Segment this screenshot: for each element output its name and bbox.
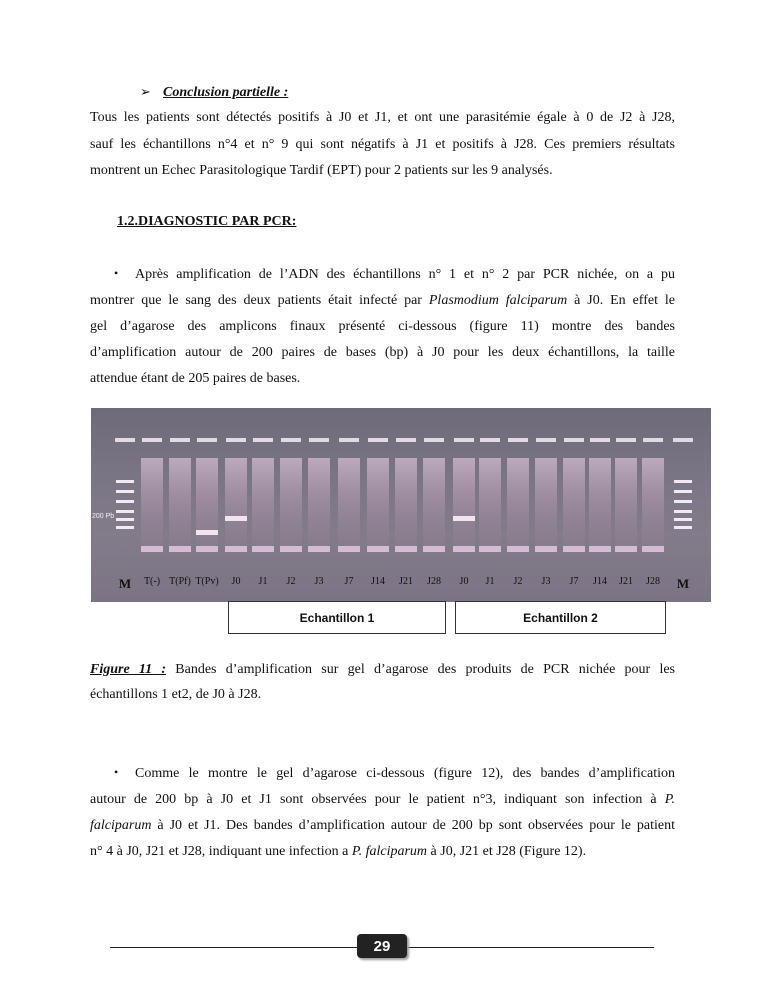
primer-dimer-band: [308, 546, 330, 552]
primer-dimer-band: [642, 546, 664, 552]
conclusion-title: Conclusion partielle :: [163, 85, 289, 100]
primer-dimer-band: [423, 546, 445, 552]
ladder-band: [674, 500, 692, 503]
gel-lane-smear: [395, 458, 417, 553]
gel-well: [226, 438, 246, 442]
ladder-band: [116, 480, 134, 483]
lane-label: T(Pf): [169, 576, 191, 587]
para1-line-5: attendue étant de 205 paires de bases.: [90, 371, 301, 386]
gel-well: [339, 438, 359, 442]
lane-label: J3: [314, 576, 324, 587]
lane-label: J0: [459, 576, 469, 587]
conclusion-line-2: sauf les échantillons n°4 et n° 9 qui sont négatifs à J1 et positifs à J28. Ces premiers résultats: [90, 137, 675, 152]
ladder-band: [674, 490, 692, 493]
primer-dimer-band: [367, 546, 389, 552]
page-number: 29: [357, 934, 407, 958]
ladder-band: [116, 500, 134, 503]
primer-dimer-band: [225, 546, 247, 552]
gel-well: [424, 438, 444, 442]
gel-well: [454, 438, 474, 442]
primer-dimer-band: [338, 546, 360, 552]
amplification-band: [196, 530, 218, 535]
lane-label: J21: [399, 576, 413, 587]
ladder-band: [116, 510, 134, 513]
ladder-band: [674, 480, 692, 483]
para1-line-2: montrer que le sang des deux patients était infecté par Plasmodium falciparum à J0. En effet le: [90, 293, 675, 308]
lane-label: M: [676, 576, 690, 591]
gel-lane-smear: [280, 458, 302, 553]
para2-line-4: n° 4 à J0, J21 et J28, indiquant une infection a P. falciparum à J0, J21 et J28 (Figure 12).: [90, 844, 587, 859]
gel-well: [590, 438, 610, 442]
lane-label: J0: [231, 576, 241, 587]
lane-label: J2: [513, 576, 523, 587]
gel-well: [616, 438, 636, 442]
primer-dimer-band: [252, 546, 274, 552]
primer-dimer-band: [615, 546, 637, 552]
gel-lane-smear: [169, 458, 191, 553]
primer-dimer-band: [169, 546, 191, 552]
ladder-band: [116, 526, 134, 529]
gel-well: [197, 438, 217, 442]
primer-dimer-band: [507, 546, 529, 552]
gel-lane-smear: [507, 458, 529, 553]
ladder-band: [674, 526, 692, 529]
gel-lane-smear: [367, 458, 389, 553]
arrow-bullet-icon: ➢: [140, 84, 151, 99]
bullet-icon: •: [114, 765, 119, 779]
amplification-band: [225, 516, 247, 521]
para1-line-1: Après amplification de l’ADN des échantillons n° 1 et n° 2 par PCR nichée, on a pu: [135, 267, 675, 282]
gel-well: [480, 438, 500, 442]
gel-well: [253, 438, 273, 442]
footer-rule-right: [407, 947, 654, 948]
primer-dimer-band: [563, 546, 585, 552]
lane-label: J1: [258, 576, 268, 587]
sample-1-label: Echantillon 1: [228, 601, 446, 634]
gel-lane-smear: [196, 458, 218, 553]
gel-lane-smear: [589, 458, 611, 553]
gel-lane-smear: [141, 458, 163, 553]
lane-label: J14: [593, 576, 607, 587]
gel-well: [170, 438, 190, 442]
gel-well: [396, 438, 416, 442]
para2-line-2: autour de 200 bp à J0 et J1 sont observées pour le patient n°3, indiquant son infection à P.: [90, 792, 675, 807]
gel-well: [281, 438, 301, 442]
lane-label: J28: [427, 576, 441, 587]
gel-well: [673, 438, 693, 442]
gel-well: [536, 438, 556, 442]
para1-line-4: d’amplification autour de 200 paires de bases (bp) à J0 pour les deux échantillons, la taille: [90, 345, 675, 360]
gel-lane-smear: [615, 458, 637, 553]
lane-label: T(-): [143, 576, 161, 587]
gel-lane-smear: [453, 458, 475, 553]
footer-rule-left: [110, 947, 357, 948]
lane-label: J3: [541, 576, 551, 587]
gel-lane-smear: [642, 458, 664, 553]
lane-label: J28: [646, 576, 660, 587]
gel-well: [142, 438, 162, 442]
para2-line-3: falciparum à J0 et J1. Des bandes d’amplification autour de 200 bp sont observées pour le patient: [90, 818, 675, 833]
gel-lane-smear: [338, 458, 360, 553]
gel-well: [643, 438, 663, 442]
sample-2-label: Echantillon 2: [455, 601, 666, 634]
amplification-band: [453, 516, 475, 521]
conclusion-line-3: montrent un Echec Parasitologique Tardif (EPT) pour 2 patients sur les 9 analysés.: [90, 163, 553, 178]
bullet-icon: •: [114, 266, 119, 280]
lane-label: J7: [344, 576, 354, 587]
ladder-band: [116, 490, 134, 493]
conclusion-line-1: Tous les patients sont détectés positifs à J0 et J1, et ont une parasitémie égale à 0 de J2 à J28,: [90, 110, 675, 125]
primer-dimer-band: [479, 546, 501, 552]
figure-caption-line-1: Figure 11 : Bandes d’amplification sur gel d’agarose des produits de PCR nichée pour les: [90, 662, 675, 677]
gel-lane-smear: [308, 458, 330, 553]
figure-caption-line-2: échantillons 1 et2, de J0 à J28.: [90, 687, 262, 702]
lane-label: J7: [569, 576, 579, 587]
lane-label: T(Pv): [195, 576, 219, 587]
para1-line-3: gel d’agarose des amplicons finaux présenté ci-dessous (figure 11) montre des bandes: [90, 319, 675, 334]
ladder-band: [674, 510, 692, 513]
gel-well: [309, 438, 329, 442]
para2-line-1: Comme le montre le gel d’agarose ci-dessous (figure 12), des bandes d’amplification: [135, 766, 675, 781]
gel-well: [115, 438, 135, 442]
primer-dimer-band: [453, 546, 475, 552]
lane-label: J21: [619, 576, 633, 587]
primer-dimer-band: [589, 546, 611, 552]
marker-label: 200 Pb: [92, 513, 115, 520]
gel-well: [564, 438, 584, 442]
primer-dimer-band: [535, 546, 557, 552]
gel-lane-smear: [252, 458, 274, 553]
gel-lane-smear: [535, 458, 557, 553]
lane-label: M: [118, 576, 132, 591]
lane-label: J1: [485, 576, 495, 587]
lane-label: J2: [286, 576, 296, 587]
gel-lane-smear: [479, 458, 501, 553]
agarose-gel-image: [91, 408, 711, 602]
lane-label: J14: [371, 576, 385, 587]
gel-lane-smear: [563, 458, 585, 553]
gel-lane-smear: [423, 458, 445, 553]
gel-well: [508, 438, 528, 442]
primer-dimer-band: [196, 546, 218, 552]
ladder-band: [674, 518, 692, 521]
ladder-band: [116, 518, 134, 521]
primer-dimer-band: [395, 546, 417, 552]
primer-dimer-band: [141, 546, 163, 552]
gel-well: [368, 438, 388, 442]
section-title: 1.2.DIAGNOSTIC PAR PCR:: [117, 214, 297, 229]
primer-dimer-band: [280, 546, 302, 552]
gel-lane-smear: [225, 458, 247, 553]
